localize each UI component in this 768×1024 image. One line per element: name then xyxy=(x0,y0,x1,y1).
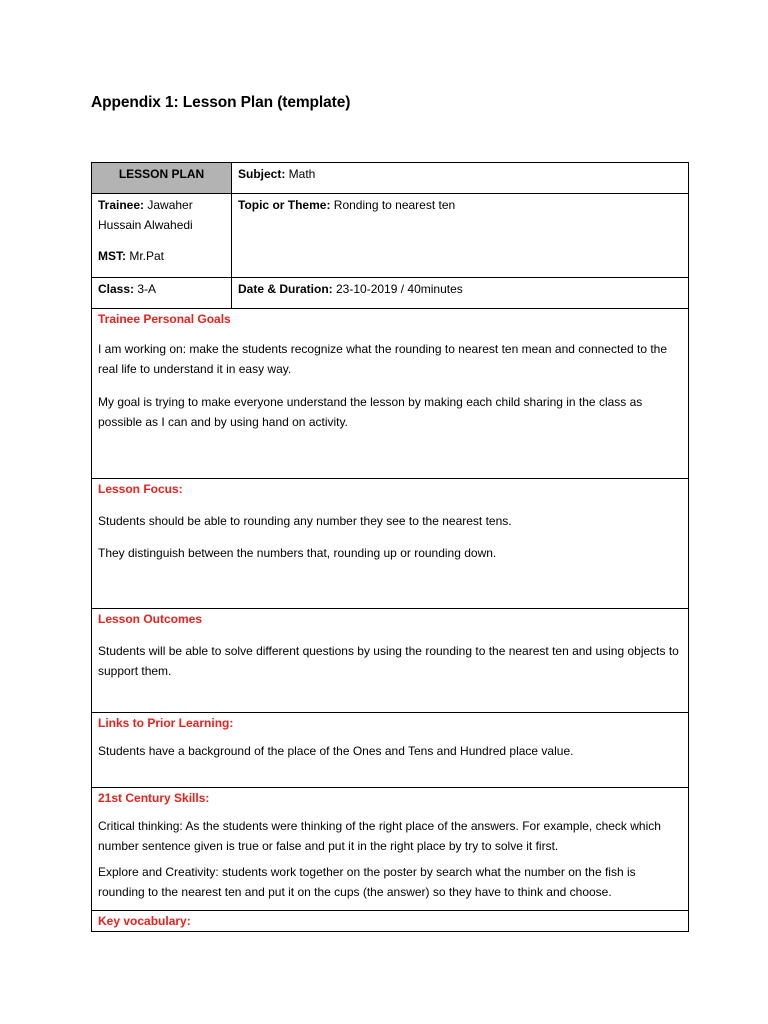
prior-row xyxy=(92,713,689,788)
lesson-plan-header-cell xyxy=(92,163,232,194)
topic-value: Ronding to nearest ten xyxy=(330,198,456,212)
trainee-row xyxy=(92,194,689,278)
lesson-plan-table xyxy=(91,162,689,932)
date-label: Date & Duration: xyxy=(238,282,333,296)
lesson-plan-label: LESSON PLAN xyxy=(118,167,205,181)
skills-paragraph-1: Critical thinking: As the students were thinking of the right place of the answers. For example, check which number sentence given is true or false and put it in the right place by try to solve it first. xyxy=(98,819,661,853)
trainee-name: Jawaher Hussain Alwahedi xyxy=(98,198,193,232)
skills-paragraph-2: Explore and Creativity: students work together on the poster by search what the number on the fish is rounding to the nearest ten and put it on the cups (the answer) so they have to think and choose. xyxy=(98,865,636,899)
outcomes-cell xyxy=(92,609,689,713)
focus-title: Lesson Focus: xyxy=(98,482,183,496)
vocab-title: Key vocabulary: xyxy=(98,914,191,928)
prior-title: Links to Prior Learning: xyxy=(98,716,234,730)
subject-label: Subject: xyxy=(238,167,286,181)
goals-paragraph-2: My goal is trying to make everyone understand the lesson by making each child sharing in the class as possible as I can and by using hand on activity. xyxy=(98,395,643,429)
prior-cell xyxy=(92,713,689,788)
topic-cell xyxy=(232,194,689,278)
goals-row xyxy=(92,309,689,479)
goals-title: Trainee Personal Goals xyxy=(98,312,231,326)
skills-cell xyxy=(92,788,689,911)
focus-paragraph-1: Students should be able to rounding any number they see to the nearest tens. xyxy=(98,514,512,528)
class-row xyxy=(92,278,689,309)
outcomes-paragraph-1: Students will be able to solve different questions by using the rounding to the nearest ten and using objects to support them. xyxy=(98,644,679,678)
goals-cell xyxy=(92,309,689,479)
outcomes-row xyxy=(92,609,689,713)
vocab-cell xyxy=(92,911,689,932)
page-heading: Appendix 1: Lesson Plan (template) xyxy=(91,94,351,111)
focus-paragraph-2: They distinguish between the numbers that, rounding up or rounding down. xyxy=(98,546,497,560)
class-cell xyxy=(92,278,232,309)
class-value: 3-A xyxy=(134,282,157,296)
mst-value: Mr.Pat xyxy=(126,249,165,263)
subject-cell xyxy=(232,163,689,194)
trainee-cell xyxy=(92,194,232,278)
mst-label: MST: xyxy=(98,249,126,263)
focus-row xyxy=(92,479,689,609)
goals-paragraph-1: I am working on: make the students recognize what the rounding to nearest ten mean and connected to the real life to understand it in easy way. xyxy=(98,342,668,376)
class-label: Class: xyxy=(98,282,135,296)
skills-row xyxy=(92,788,689,911)
header-row xyxy=(92,163,689,194)
prior-paragraph-1: Students have a background of the place of the Ones and Tens and Hundred place value. xyxy=(98,744,574,758)
vocab-row xyxy=(92,911,689,932)
focus-cell xyxy=(92,479,689,609)
subject-value: Math xyxy=(285,167,316,181)
date-cell xyxy=(232,278,689,309)
outcomes-title: Lesson Outcomes xyxy=(98,612,203,626)
date-value: 23-10-2019 / 40minutes xyxy=(332,282,463,296)
skills-title: 21st Century Skills: xyxy=(98,791,210,805)
trainee-label: Trainee: xyxy=(98,198,145,212)
topic-label: Topic or Theme: xyxy=(238,198,331,212)
